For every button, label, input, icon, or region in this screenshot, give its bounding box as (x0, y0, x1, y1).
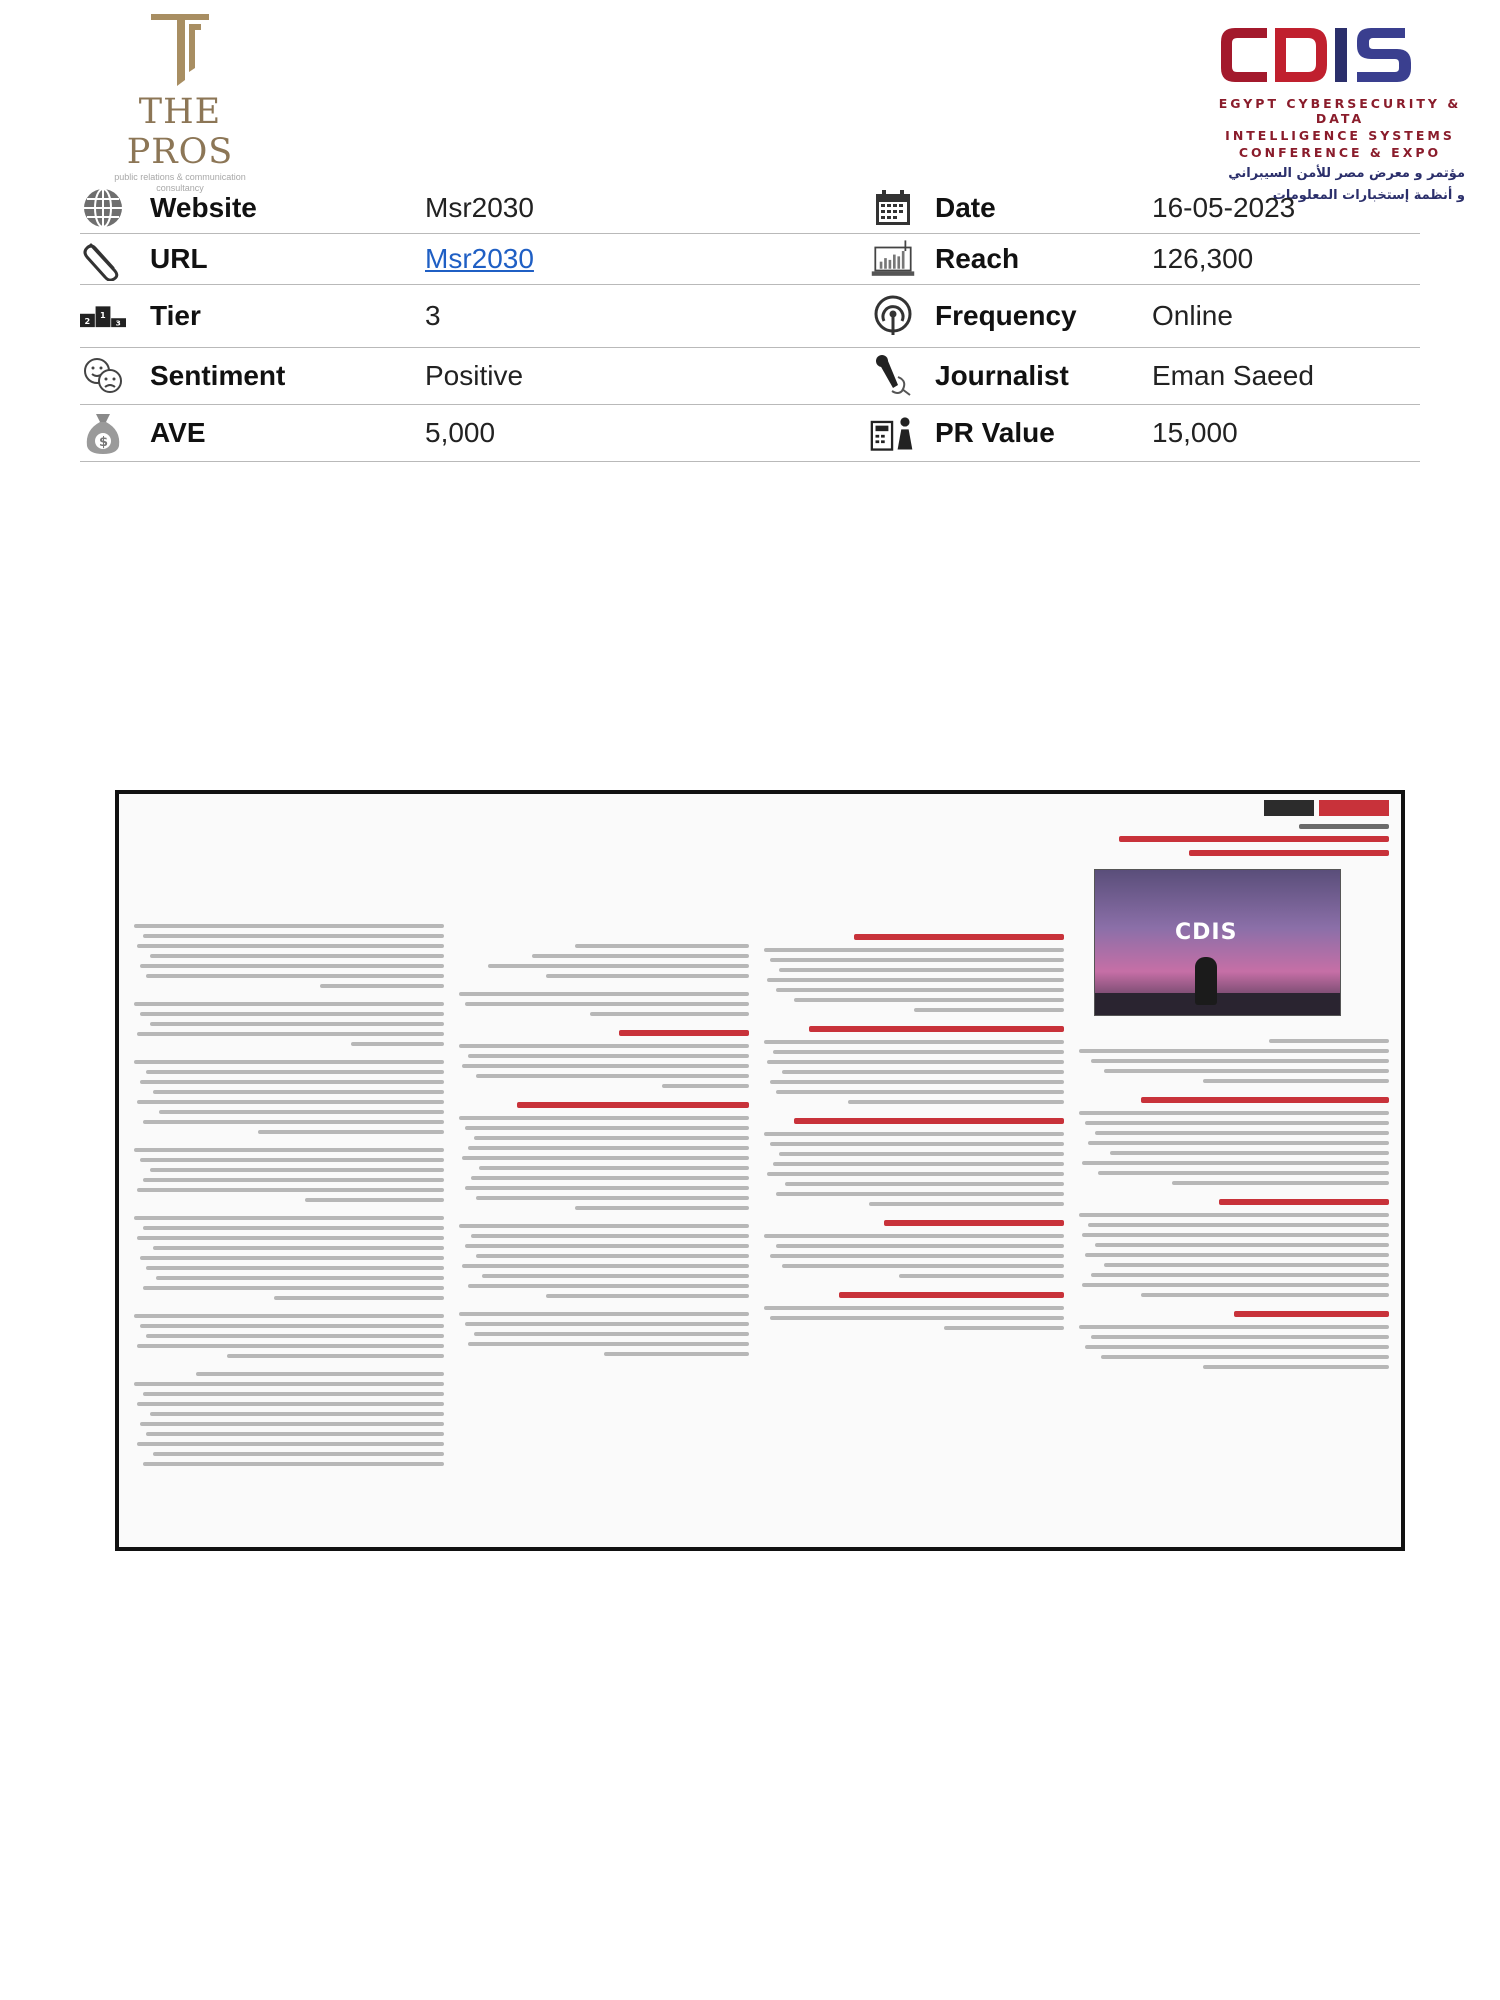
calculator-person-icon (870, 410, 916, 456)
article-column-3 (459, 944, 749, 1370)
website-value: Msr2030 (425, 192, 534, 223)
article-column-2 (764, 934, 1064, 1344)
sentiment-value: Positive (425, 360, 524, 391)
svg-text:2: 2 (84, 316, 91, 327)
pr-value-label: PR Value (935, 417, 1055, 448)
journalist-label: Journalist (935, 360, 1069, 391)
tier-label: Tier (150, 300, 201, 331)
info-row-ave-pr (80, 405, 1420, 462)
date-label: Date (935, 192, 996, 223)
source-badge-red (1319, 800, 1389, 816)
sentiment-label: Sentiment (150, 360, 286, 391)
calendar-icon (870, 185, 916, 231)
podium-icon (80, 293, 126, 339)
svg-text:1: 1 (100, 310, 106, 321)
microphone-icon (870, 353, 916, 399)
reach-label: Reach (935, 243, 1020, 274)
money-bag-icon (80, 410, 126, 456)
article-clipping (115, 790, 1405, 1551)
frequency-label: Frequency (935, 300, 1077, 331)
tier-value: 3 (425, 300, 441, 331)
the-pros-tagline-2: consultancy (156, 183, 204, 193)
date-value: 16-05-2023 (1152, 192, 1296, 223)
svg-text:3: 3 (115, 318, 121, 328)
cdis-arabic-line-1: مؤتمر و معرض مصر للأمن السيبراني (1228, 166, 1465, 181)
cdis-line-2: INTELLIGENCE SYSTEMS (1225, 128, 1455, 143)
info-row-website-date (80, 183, 1420, 234)
reach-value: 126,300 (1152, 243, 1254, 274)
laptop-chart-icon (870, 236, 916, 282)
the-pros-mark-icon (145, 8, 215, 88)
faces-icon (80, 353, 126, 399)
article-column-1 (1079, 1039, 1389, 1383)
url-label: URL (150, 243, 208, 274)
journalist-value: Eman Saeed (1152, 360, 1314, 391)
pr-value-value: 15,000 (1152, 417, 1238, 448)
article-headline-block (1119, 824, 1389, 864)
cdis-logo (1215, 20, 1465, 203)
speaker-figure (1195, 957, 1217, 1005)
the-pros-tagline-1: public relations & communication (114, 172, 246, 182)
globe-icon (80, 185, 126, 231)
info-row-tier-frequency (80, 285, 1420, 348)
paperclip-icon (80, 236, 126, 282)
media-info-table (80, 183, 1420, 462)
cdis-wordmark-icon (1215, 20, 1465, 90)
svg-text:$: $ (99, 435, 109, 450)
info-row-sentiment-journalist (80, 348, 1420, 405)
url-link[interactable]: Msr2030 (425, 243, 534, 274)
cdis-line-1: EGYPT CYBERSECURITY & DATA (1218, 96, 1462, 126)
ave-value: 5,000 (425, 417, 496, 448)
broadcast-icon (870, 293, 916, 339)
the-pros-name: THE PROS (126, 92, 234, 172)
the-pros-logo (80, 8, 280, 193)
cdis-arabic-line-2: و أنظمة إستخبارات المعلومات (1272, 188, 1465, 203)
cdis-line-3: CONFERENCE & EXPO (1238, 145, 1442, 160)
article-photo (1094, 869, 1341, 1016)
article-column-4 (134, 924, 444, 1480)
url-value[interactable] (425, 243, 534, 275)
frequency-value: Online (1152, 300, 1233, 331)
website-label: Website (150, 192, 257, 223)
source-badge-dark (1264, 800, 1314, 816)
article-photo-cdis-text: CDIS (1175, 920, 1238, 945)
info-row-url-reach (80, 234, 1420, 285)
ave-label: AVE (150, 417, 206, 448)
